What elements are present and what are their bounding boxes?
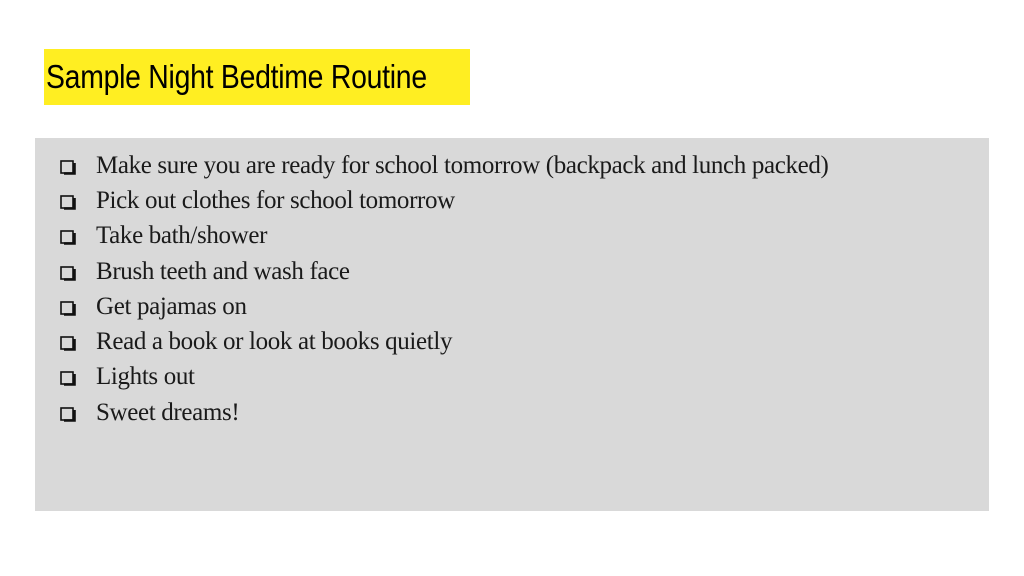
checklist-item-text: Lights out (96, 363, 195, 391)
checklist-item-text: Brush teeth and wash face (96, 257, 350, 285)
checklist-item-text: Make sure you are ready for school tomorrow (backpack and lunch packed) (96, 151, 829, 179)
checklist-item (57, 395, 979, 430)
checkbox-icon (57, 261, 79, 283)
title-wrap (46, 58, 467, 96)
checklist-item (57, 183, 979, 218)
checkbox-icon (57, 155, 79, 177)
title-highlight (44, 49, 470, 105)
checklist-item-text: Get pajamas on (96, 292, 247, 320)
checklist (57, 148, 979, 430)
checklist-item (57, 219, 979, 254)
checklist-item (57, 148, 979, 183)
checklist-item (57, 324, 979, 359)
checklist-item-text: Pick out clothes for school tomorrow (96, 186, 455, 214)
checkbox-icon (57, 225, 79, 247)
checkbox-icon (57, 296, 79, 318)
checklist-item (57, 360, 979, 395)
checkbox-icon (57, 331, 79, 353)
checklist-item (57, 289, 979, 324)
checkbox-icon (57, 402, 79, 424)
checklist-item-text: Take bath/shower (96, 222, 268, 250)
content-box (35, 138, 989, 511)
checklist-item (57, 254, 979, 289)
checkbox-icon (57, 366, 79, 388)
checkbox-icon (57, 190, 79, 212)
checklist-item-text: Read a book or look at books quietly (96, 328, 453, 356)
page-title: Sample Night Bedtime Routine (46, 58, 427, 95)
checklist-item-text: Sweet dreams! (96, 398, 240, 426)
